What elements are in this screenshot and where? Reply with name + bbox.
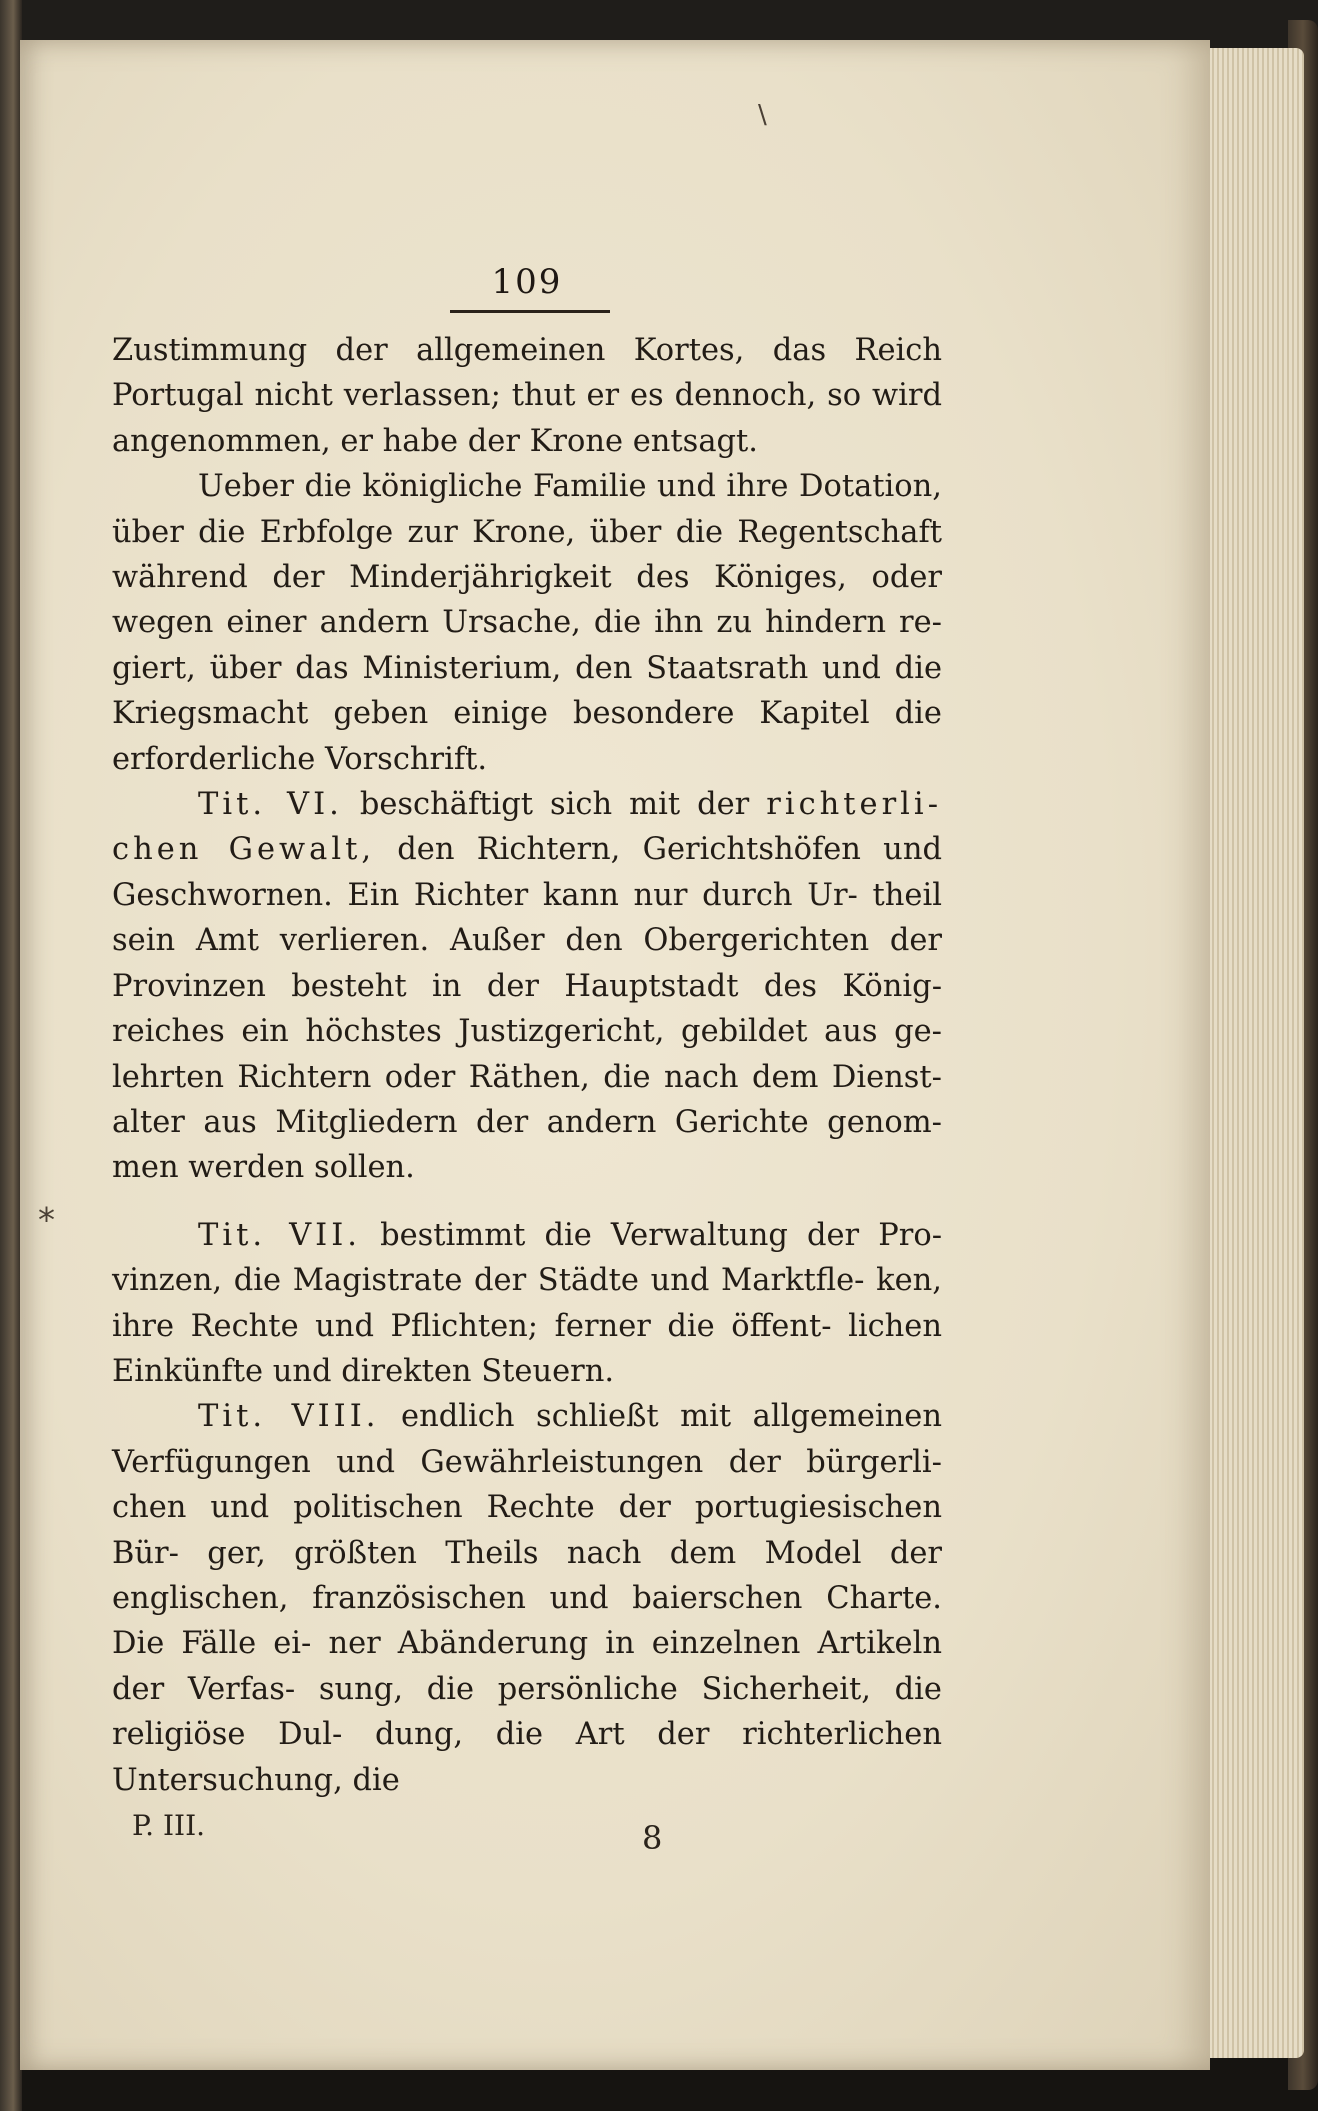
paragraph-text: bestimmt die Verwaltung der Pro- vinzen, die Magistrate der Städte und Marktfle- ken, ihre Rechte und Pflichten; ferner die öffent- lichen Einkünfte und direkten Steuern.	[112, 1217, 942, 1389]
paragraph-text: beschäftigt sich mit der	[359, 787, 750, 823]
paragraph-text: endlich schließt mit allgemeinen Verfügungen und Gewährleistungen der bürgerli- chen und politischen Rechte der portugiesischen Bür- ger, größten Theils nach dem Model der englischen, französischen und baierschen Charte. Die Fälle ei- ner Abänderung in einzelnen Artikeln der Verfas- sung, die persönliche Sicherheit, die religiöse Dul- dung, die Art der richterlichen Untersuchung, die	[112, 1399, 942, 1798]
header-rule	[450, 310, 610, 313]
printer-signature: P. III.	[132, 1809, 206, 1842]
page-content	[112, 220, 942, 1859]
ink-speck: ⁎	[38, 1190, 55, 1230]
page-stack-edge	[1204, 48, 1304, 2058]
page-number: 109	[491, 262, 563, 302]
paragraph-continuation: Zustimmung der allgemeinen Kortes, das Reich Portugal nicht verlassen; thut er es dennoch, so wird angenommen, er habe der Krone entsagt.	[112, 333, 942, 459]
paragraph-text: den Richtern, Gerichtshöfen und Geschwornen. Ein Richter kann nur durch Ur- theil sein Amt verlieren. Außer den Obergerichten der Provinzen besteht in der Hauptstadt des König- reiches ein höchstes Justizgericht, gebildet aus ge- lehrten Richtern oder Räthen, die nach dem Dienst- alter aus Mitgliedern der andern Gerichte genom- men werden sollen.	[112, 832, 942, 1186]
paragraph-title-6	[112, 782, 942, 1191]
paragraph-title-8	[112, 1394, 942, 1803]
title-label: Tit. VIII.	[198, 1399, 380, 1435]
book-binding-left	[0, 0, 22, 2111]
page-header	[112, 220, 942, 310]
title-label: Tit. VI.	[198, 787, 343, 823]
page-footer	[112, 1809, 942, 1859]
emphasized-text: richterli- chen Gewalt,	[112, 787, 942, 868]
ink-speck: \	[758, 100, 767, 130]
paragraph-royal-family: Ueber die königliche Familie und ihre Dotation, über die Erbfolge zur Krone, über die Regentschaft während der Minderjährigkeit des Königes, oder wegen einer andern Ursache, die ihn zu hindern re- giert, über das Ministerium, den Staatsrath und die Kriegsmacht geben einige besondere Kapitel die erforderliche Vorschrift.	[112, 469, 942, 777]
paragraph-title-7	[112, 1213, 942, 1395]
sheet-mark: 8	[642, 1819, 663, 1857]
book-page	[20, 40, 1210, 2070]
body-text	[112, 328, 942, 1803]
title-label: Tit. VII.	[198, 1217, 361, 1253]
